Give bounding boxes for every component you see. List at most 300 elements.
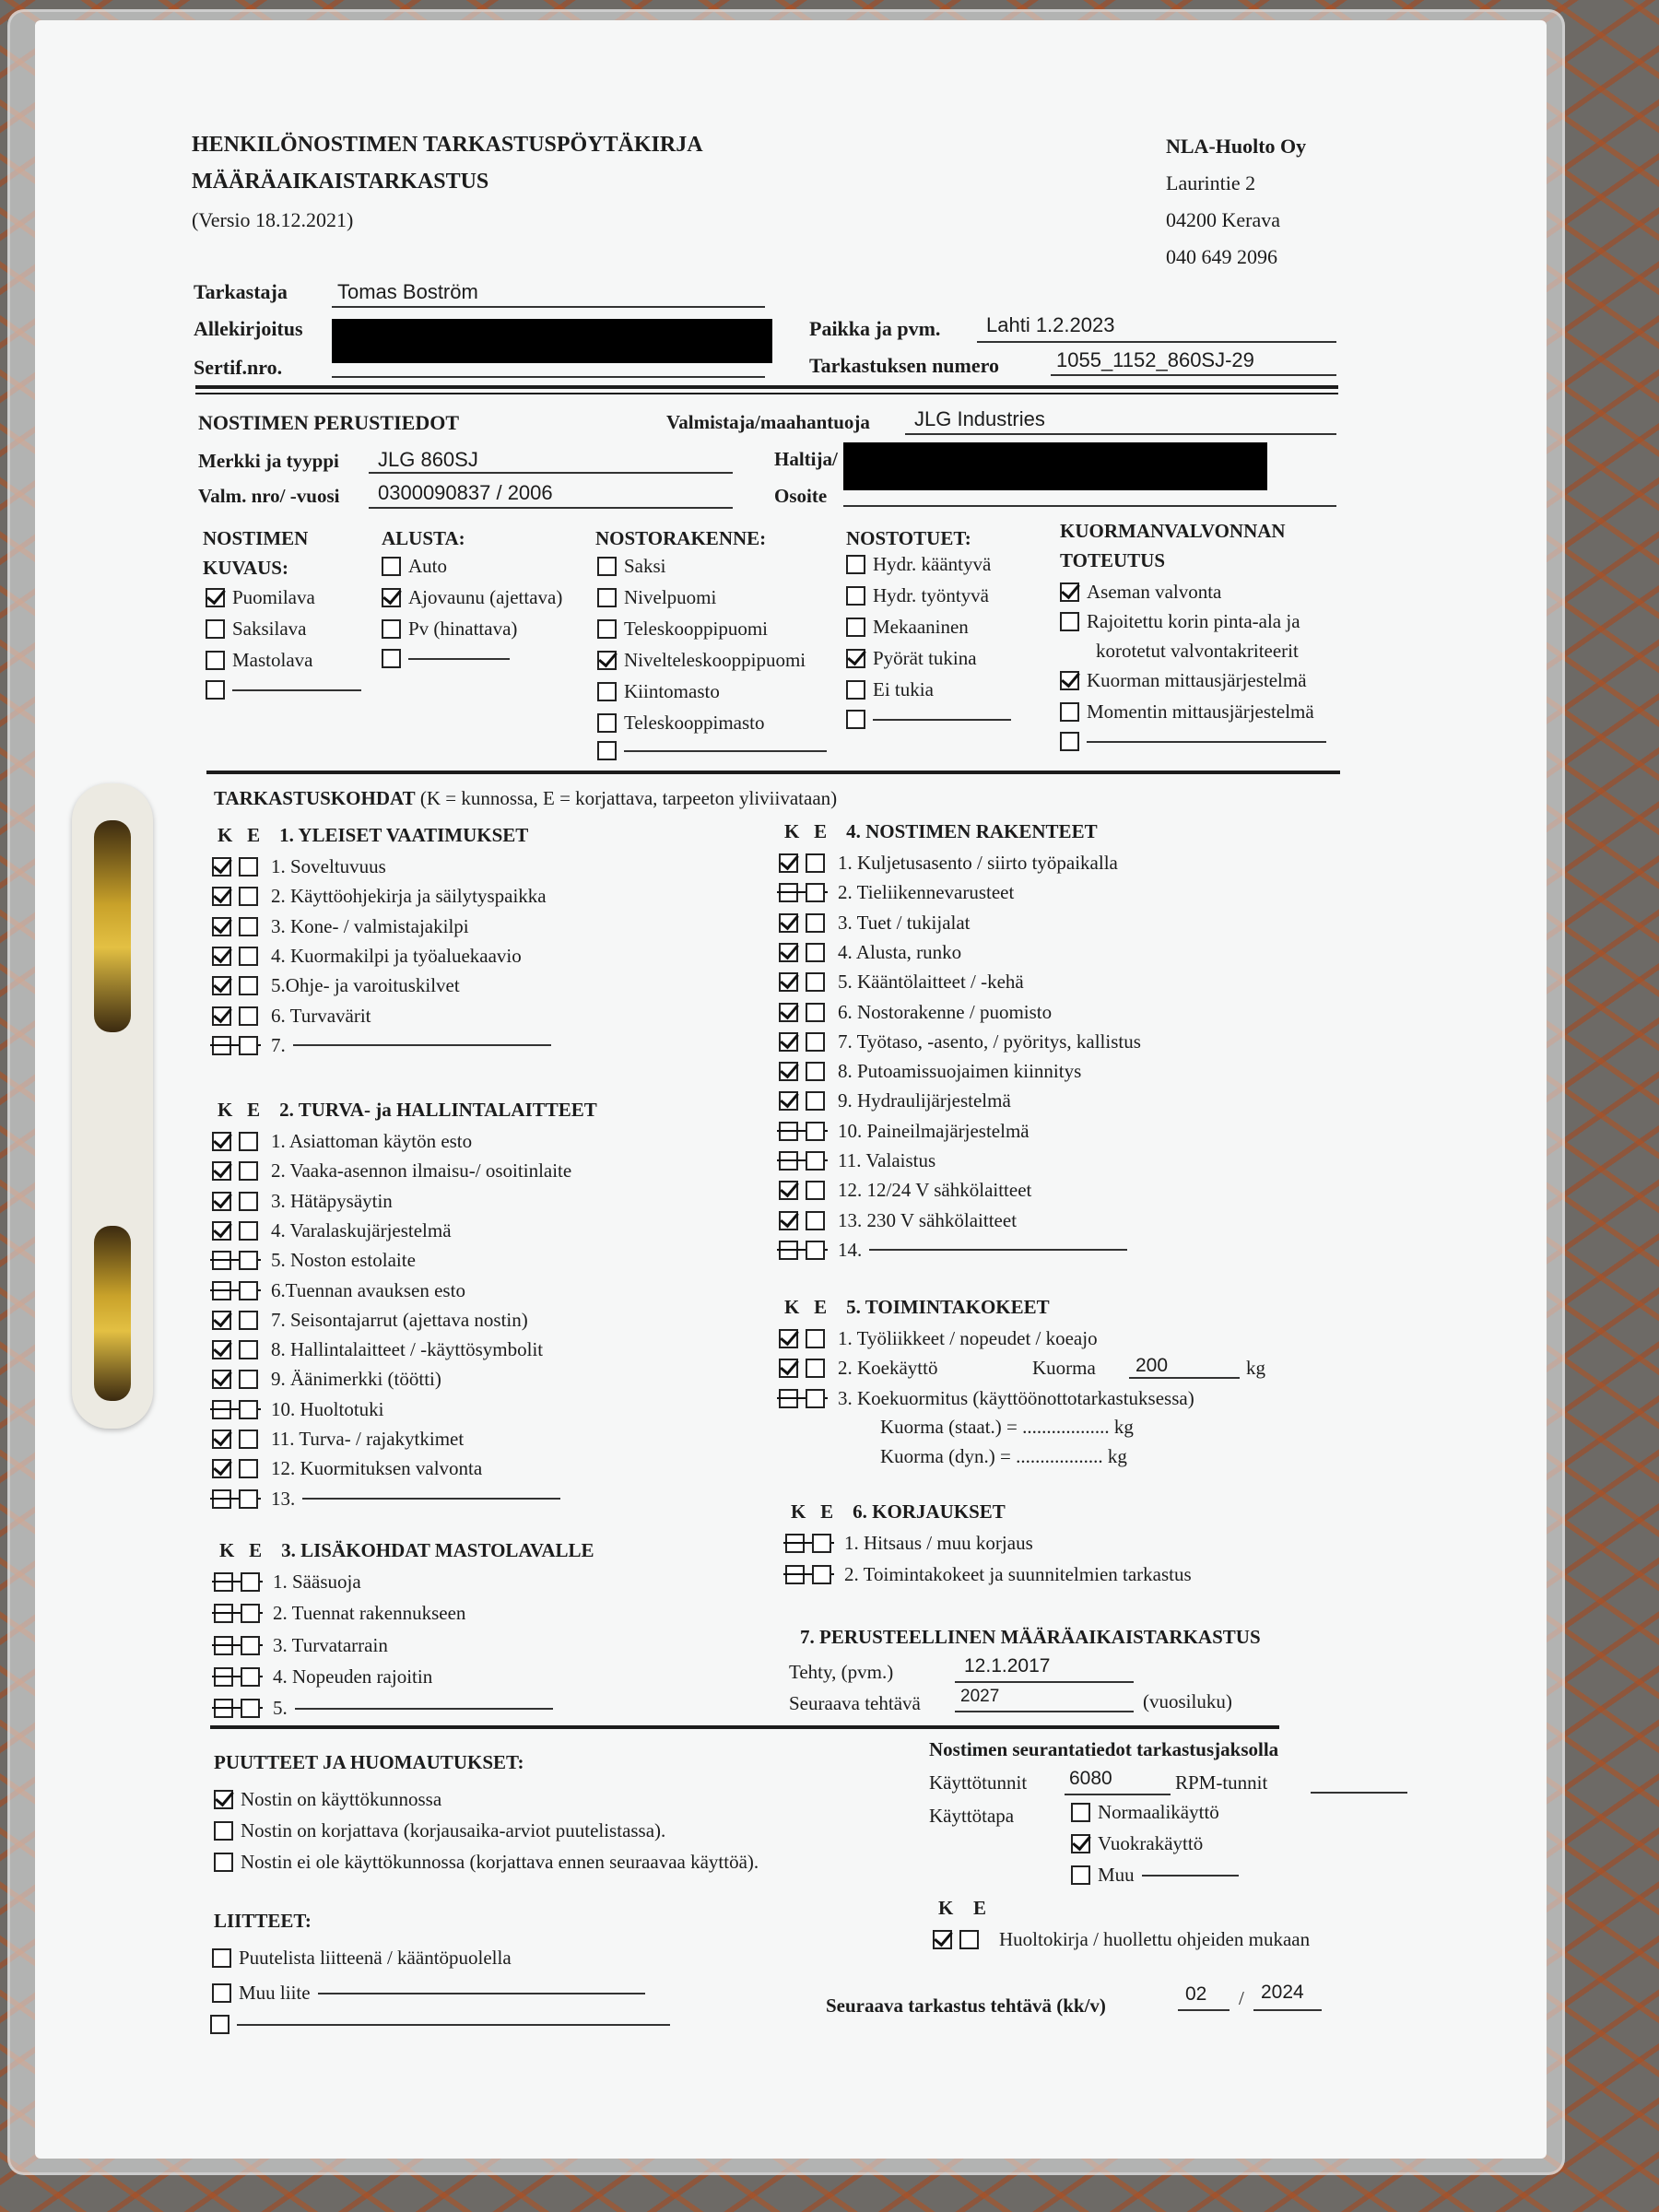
attachment-item[interactable]: [212, 1982, 645, 2005]
checkbox[interactable]: [597, 713, 617, 733]
next-year-line: [1253, 2009, 1322, 2011]
check-item[interactable]: [212, 1219, 452, 1242]
check-item[interactable]: [779, 1120, 1030, 1143]
binder-slot-top: [94, 820, 131, 1032]
checkbox-e[interactable]: [806, 1181, 825, 1200]
checkbox-k[interactable]: [779, 943, 798, 962]
checkbox-e[interactable]: [806, 1241, 825, 1260]
checkbox-k[interactable]: [212, 1489, 231, 1509]
checkbox[interactable]: [214, 1790, 233, 1809]
checkbox-k[interactable]: [779, 1003, 798, 1022]
checkbox-e[interactable]: [239, 1221, 258, 1241]
checkbox-e[interactable]: [239, 887, 258, 906]
blank-line: [408, 658, 510, 660]
kayttotapa-item[interactable]: [1071, 1832, 1203, 1855]
check-item[interactable]: [779, 1149, 935, 1172]
check-item[interactable]: [212, 1249, 416, 1272]
checkbox-k[interactable]: [212, 917, 231, 936]
check-label: 2. Tieliikennevarusteet: [838, 881, 1015, 904]
checkbox-k[interactable]: [212, 947, 231, 966]
check-item[interactable]: [212, 855, 386, 878]
checkbox-e[interactable]: [806, 1122, 825, 1141]
check-label: 9. Hydraulijärjestelmä: [838, 1089, 1011, 1112]
check-label: 8. Hallintalaitteet / -käyttösymbolit: [271, 1338, 544, 1361]
checkbox-e[interactable]: [239, 1251, 258, 1270]
checkbox[interactable]: [206, 680, 225, 700]
valmistaja-value: JLG Industries: [914, 407, 1045, 430]
check-label: 5. Noston estolaite: [271, 1249, 416, 1272]
checkbox-k[interactable]: [779, 1091, 798, 1111]
tuet-item[interactable]: [846, 647, 977, 670]
check-label: 5.Ohje- ja varoituskilvet: [271, 974, 460, 997]
checkbox-k[interactable]: [779, 913, 798, 933]
kayttotapa-option: Muu: [1098, 1864, 1135, 1886]
check-label: 1. Työliikkeet / nopeudet / koeajo: [838, 1327, 1098, 1349]
checkbox-e[interactable]: [812, 1565, 831, 1584]
checkbox-e[interactable]: [812, 1534, 831, 1553]
check-item[interactable]: [212, 1130, 472, 1153]
osoite-label: Osoite: [774, 485, 828, 507]
check-label: 13. 230 V sähkölaitteet: [838, 1208, 1018, 1231]
checkbox-k[interactable]: [779, 1062, 798, 1081]
checkbox-e[interactable]: [806, 1329, 825, 1348]
checkbox[interactable]: [210, 2015, 229, 2034]
blank-line: [1142, 1875, 1239, 1877]
kayttotunnit-label: Käyttötunnit: [929, 1771, 1028, 1794]
checkbox-k[interactable]: [212, 1400, 231, 1419]
checkbox-k[interactable]: [214, 1699, 233, 1718]
rakenne-item[interactable]: [597, 586, 716, 609]
checkbox-k[interactable]: [212, 887, 231, 906]
checkbox-k[interactable]: [779, 1211, 798, 1230]
remark-item[interactable]: [214, 1788, 441, 1811]
checkbox[interactable]: [206, 651, 225, 670]
checkbox[interactable]: [214, 1853, 233, 1872]
check-item[interactable]: [785, 1532, 1033, 1555]
monitor-e-header: E: [973, 1897, 987, 1919]
allekirjoitus-label: Allekirjoitus: [194, 317, 303, 340]
checkbox[interactable]: [1060, 582, 1079, 602]
kuorma-item[interactable]: [1060, 669, 1307, 692]
kuorma-label: Momentin mittausjärjestelmä: [1087, 700, 1314, 723]
redacted-owner: [843, 442, 1267, 490]
rakenne-label: Nivelteleskooppipuomi: [624, 649, 806, 671]
rakenne-label: Kiintomasto: [624, 680, 720, 702]
blank-line: [624, 750, 827, 752]
checkbox-k[interactable]: [785, 1534, 805, 1553]
checkbox-e[interactable]: [806, 1062, 825, 1081]
checkbox[interactable]: [1071, 1865, 1090, 1885]
blank-line: [293, 1044, 551, 1046]
tuet-label: Mekaaninen: [873, 616, 969, 638]
kuorma-label: Rajoitettu korin pinta-ala ja: [1087, 610, 1300, 632]
check-item[interactable]: [212, 1309, 528, 1332]
checkbox-k[interactable]: [779, 1181, 798, 1200]
check-item[interactable]: [779, 1001, 1052, 1024]
checkbox-e[interactable]: [241, 1604, 260, 1623]
remark-label: Nostin on korjattava (korjausaika-arviot puutelistassa).: [241, 1819, 666, 1841]
kayttotapa-item[interactable]: [1071, 1864, 1239, 1887]
check-label: 1. Sääsuoja: [273, 1571, 361, 1593]
kuorma-label: Aseman valvonta: [1087, 581, 1222, 603]
checkbox[interactable]: [382, 649, 401, 668]
check-item[interactable]: [779, 1030, 1141, 1053]
checkbox-e[interactable]: [239, 947, 258, 966]
alusta-item[interactable]: [382, 586, 562, 609]
checkbox-e[interactable]: [806, 1151, 825, 1171]
remark-label: Nostin on käyttökunnossa: [241, 1788, 442, 1810]
remark-item[interactable]: [214, 1819, 665, 1842]
checkbox-e[interactable]: [239, 1370, 258, 1389]
rakenne-item[interactable]: [597, 741, 827, 760]
checkbox[interactable]: [382, 588, 401, 607]
check-item[interactable]: [779, 1209, 1017, 1232]
section-header: K E 2. TURVA- ja HALLINTALAITTEET: [218, 1099, 597, 1121]
checkbox-k[interactable]: [779, 853, 798, 873]
checkbox-k[interactable]: [779, 883, 798, 902]
checkbox[interactable]: [846, 555, 865, 574]
checkbox-e[interactable]: [806, 943, 825, 962]
check-item[interactable]: [212, 1457, 482, 1480]
checkbox-k[interactable]: [779, 1032, 798, 1052]
kuvaus-item[interactable]: [206, 618, 306, 641]
checkbox-e[interactable]: [239, 1430, 258, 1449]
kuorma-title-2: TOTEUTUS: [1060, 549, 1165, 571]
checkbox[interactable]: [206, 619, 225, 639]
checkbox-e[interactable]: [806, 1389, 825, 1408]
checkbox-e[interactable]: [806, 1003, 825, 1022]
checkbox-k[interactable]: [212, 1430, 231, 1449]
checkbox[interactable]: [1060, 702, 1079, 722]
basic-heading: NOSTIMEN PERUSTIEDOT: [198, 411, 460, 434]
tuet-item[interactable]: [846, 710, 1011, 729]
rakenne-item[interactable]: [597, 712, 765, 735]
huoltokirja-label: Huoltokirja / huollettu ohjeiden mukaan: [999, 1928, 1311, 1950]
checkbox-e[interactable]: [239, 1036, 258, 1055]
checkbox-e[interactable]: [959, 1930, 979, 1949]
kuorma-item[interactable]: [1060, 610, 1300, 633]
checkbox-k[interactable]: [212, 1192, 231, 1211]
check-label: 14.: [838, 1238, 863, 1261]
checkbox-e[interactable]: [806, 853, 825, 873]
checkbox-k[interactable]: [212, 1340, 231, 1359]
checkbox[interactable]: [382, 619, 401, 639]
checkbox-k[interactable]: [212, 1370, 231, 1389]
blank-line: [302, 1498, 560, 1500]
remark-label: Nostin ei ole käyttökunnossa (korjattava ennen seuraavaa käyttöä).: [241, 1851, 759, 1873]
checks-heading-row: [214, 787, 837, 810]
checkbox[interactable]: [846, 618, 865, 637]
check-item[interactable]: [212, 885, 547, 908]
check-item[interactable]: [779, 1327, 1098, 1350]
checkbox-e[interactable]: [239, 1161, 258, 1181]
checkbox[interactable]: [597, 741, 617, 760]
checkbox-e[interactable]: [239, 1489, 258, 1509]
checkbox[interactable]: [597, 557, 617, 576]
check-item[interactable]: [212, 1368, 441, 1391]
check-item[interactable]: [214, 1665, 432, 1688]
checkbox-e[interactable]: [806, 1032, 825, 1052]
checkbox-e[interactable]: [806, 972, 825, 992]
vuosiluku: (vuosiluku): [1143, 1690, 1232, 1712]
check-label: 4. Nopeuden rajoitin: [273, 1665, 433, 1688]
checkbox-e[interactable]: [806, 1211, 825, 1230]
kuvaus-label: Saksilava: [232, 618, 307, 640]
check-item[interactable]: [212, 1034, 551, 1057]
checkbox[interactable]: [212, 1983, 231, 2003]
check-item[interactable]: [214, 1602, 465, 1625]
tuet-label: Ei tukia: [873, 678, 934, 700]
checkbox[interactable]: [382, 557, 401, 576]
checkbox-k[interactable]: [212, 1161, 231, 1181]
checkbox-e[interactable]: [806, 1091, 825, 1111]
tehty-value: 12.1.2017: [964, 1655, 1051, 1677]
checkbox-k[interactable]: [214, 1667, 233, 1687]
checkbox-k[interactable]: [212, 1221, 231, 1241]
checkbox[interactable]: [597, 651, 617, 670]
kuvaus-title-1: NOSTIMEN: [203, 527, 309, 549]
alusta-item[interactable]: [382, 649, 510, 668]
merkki-value: JLG 860SJ: [378, 448, 478, 471]
check-item[interactable]: [779, 1179, 1031, 1202]
tehty-label: Tehty, (pvm.): [789, 1661, 894, 1683]
checkbox[interactable]: [1060, 732, 1079, 751]
check-item[interactable]: [212, 1488, 560, 1511]
checkbox[interactable]: [1071, 1803, 1090, 1822]
kayttotunnit-value: 6080: [1069, 1768, 1112, 1789]
check-item[interactable]: [212, 1428, 464, 1451]
checkbox-e[interactable]: [239, 1006, 258, 1026]
checkbox-k[interactable]: [779, 1389, 798, 1408]
kuorma-label: Kuorman mittausjärjestelmä: [1087, 669, 1307, 691]
checkbox[interactable]: [846, 649, 865, 668]
checkbox-k[interactable]: [212, 1251, 231, 1270]
valm-line: [369, 507, 733, 509]
merkki-line: [369, 472, 733, 474]
checkbox-k[interactable]: [214, 1604, 233, 1623]
rakenne-title: NOSTORAKENNE:: [595, 527, 767, 549]
checkbox-e[interactable]: [239, 857, 258, 877]
checkbox-k[interactable]: [212, 1006, 231, 1026]
checkbox-k[interactable]: [779, 1122, 798, 1141]
numero-label: Tarkastuksen numero: [809, 354, 1000, 377]
kuvaus-item[interactable]: [206, 649, 312, 672]
checkbox-k[interactable]: [214, 1572, 233, 1592]
checkbox[interactable]: [597, 588, 617, 607]
checkbox-e[interactable]: [239, 917, 258, 936]
check-item[interactable]: [212, 1005, 371, 1028]
huoltokirja-row[interactable]: [933, 1928, 1310, 1951]
check-item[interactable]: [212, 915, 469, 938]
checkbox-e[interactable]: [806, 913, 825, 933]
kayttotunnit-line: [1065, 1794, 1171, 1795]
check-item[interactable]: [214, 1634, 388, 1657]
checkbox-k[interactable]: [212, 1311, 231, 1330]
checks-legend: (K = kunnossa, E = korjattava, tarpeeton yliviivataan): [419, 787, 838, 809]
checkbox-k[interactable]: [933, 1930, 952, 1949]
checkbox[interactable]: [846, 586, 865, 606]
checkbox-k[interactable]: [779, 1329, 798, 1348]
checkbox-e[interactable]: [806, 883, 825, 902]
attachment-item[interactable]: [212, 1947, 512, 1970]
attachment-label: Puutelista liitteenä / kääntöpuolella: [239, 1947, 512, 1969]
checkbox[interactable]: [597, 682, 617, 701]
check-item[interactable]: [785, 1563, 1192, 1586]
tuet-item[interactable]: [846, 553, 991, 576]
checkbox-k[interactable]: [212, 1281, 231, 1300]
checkbox-k[interactable]: [779, 1241, 798, 1260]
binder-slot-bottom: [94, 1226, 131, 1401]
rakenne-item[interactable]: [597, 680, 720, 703]
checkbox-e[interactable]: [241, 1572, 260, 1592]
seuraava-label: Seuraava tehtävä: [789, 1692, 921, 1714]
tuet-item[interactable]: [846, 616, 969, 639]
kuorma-item[interactable]: [1060, 700, 1314, 724]
checkbox-k[interactable]: [779, 1359, 798, 1378]
section-header: K E 4. NOSTIMEN RAKENTEET: [784, 820, 1098, 842]
check-item[interactable]: [212, 1190, 393, 1213]
kuorma-item[interactable]: [1060, 581, 1221, 604]
checkbox-e[interactable]: [239, 976, 258, 995]
check-item[interactable]: [212, 1279, 465, 1302]
check-item[interactable]: [779, 1387, 1194, 1410]
attachment-label: Muu liite: [239, 1982, 311, 2004]
haltija-label: Haltija/: [774, 448, 838, 470]
check-item[interactable]: [779, 852, 1118, 875]
alusta-label: Auto: [408, 555, 447, 577]
merkki-label: Merkki ja tyyppi: [198, 450, 339, 472]
check-item[interactable]: [779, 1089, 1011, 1112]
check-item[interactable]: [779, 1357, 937, 1380]
check-label: 3. Koekuormitus (käyttöönottotarkastuksessa): [838, 1386, 1194, 1409]
rakenne-item[interactable]: [597, 649, 806, 672]
kayttotapa-option: Normaalikäyttö: [1098, 1801, 1219, 1823]
checkbox-k[interactable]: [785, 1565, 805, 1584]
checkbox-e[interactable]: [239, 1400, 258, 1419]
tehty-line: [955, 1681, 1134, 1683]
check-item[interactable]: [214, 1571, 361, 1594]
checkbox-e[interactable]: [241, 1636, 260, 1655]
check-item[interactable]: [214, 1697, 553, 1720]
checkbox[interactable]: [1060, 671, 1079, 690]
kayttotapa-item[interactable]: [1071, 1801, 1219, 1824]
blank-line: [869, 1249, 1127, 1251]
alusta-item[interactable]: [382, 555, 447, 578]
section-header: K E 6. KORJAUKSET: [791, 1500, 1006, 1523]
attachments-title: LIITTEET:: [214, 1910, 312, 1932]
monitor-k-header: K: [938, 1897, 954, 1919]
kuvaus-item[interactable]: [206, 680, 361, 700]
checkbox-e[interactable]: [806, 1359, 825, 1378]
check-label: 8. Putoamissuojaimen kiinnitys: [838, 1060, 1082, 1083]
company-street: Laurintie 2: [1166, 171, 1256, 194]
check-item[interactable]: [212, 945, 522, 968]
section-header: K E 1. YLEISET VAATIMUKSET: [218, 824, 529, 846]
alusta-title: ALUSTA:: [382, 527, 465, 549]
checkbox-k[interactable]: [214, 1636, 233, 1655]
check-label: 6. Turvavärit: [271, 1004, 371, 1027]
kuorma-kg: kg: [1246, 1357, 1265, 1379]
checkbox-e[interactable]: [241, 1667, 260, 1687]
tarkastaja-line: [332, 306, 765, 308]
remark-item[interactable]: [214, 1851, 759, 1874]
check-item[interactable]: [779, 941, 961, 964]
check-label: 1. Kuljetusasento / siirto työpaikalla: [838, 852, 1118, 874]
checkbox[interactable]: [214, 1821, 233, 1841]
checkbox-k[interactable]: [212, 976, 231, 995]
checkbox-e[interactable]: [239, 1311, 258, 1330]
check-label: 4. Varalaskujärjestelmä: [271, 1218, 452, 1241]
kuorma-item[interactable]: [1060, 732, 1326, 751]
check-item[interactable]: [779, 1239, 1127, 1262]
alusta-label: Ajovaunu (ajettava): [408, 586, 563, 608]
check-label: 1. Hitsaus / muu korjaus: [844, 1532, 1033, 1554]
check-item[interactable]: [212, 1159, 571, 1182]
checkbox-e[interactable]: [239, 1340, 258, 1359]
checkbox-e[interactable]: [241, 1699, 260, 1718]
next-inspection-label: Seuraava tarkastus tehtävä (kk/v): [826, 1994, 1106, 2017]
attachment-item[interactable]: [210, 2015, 670, 2034]
check-item[interactable]: [779, 971, 1024, 994]
kuorma-dyn: Kuorma (dyn.) = .................. kg: [880, 1445, 1127, 1467]
rakenne-label: Teleskooppimasto: [624, 712, 765, 734]
checkbox[interactable]: [846, 680, 865, 700]
check-item[interactable]: [212, 1398, 384, 1421]
alusta-item[interactable]: [382, 618, 517, 641]
checkbox-e[interactable]: [239, 1459, 258, 1478]
check-label: 11. Valaistus: [838, 1149, 936, 1171]
checkbox[interactable]: [206, 588, 225, 607]
check-label: 4. Kuormakilpi ja työaluekaavio: [271, 944, 522, 967]
kuorma-staat: Kuorma (staat.) = .................. kg: [880, 1416, 1134, 1438]
checkbox-e[interactable]: [239, 1192, 258, 1211]
blank-line: [295, 1708, 553, 1710]
checkbox[interactable]: [212, 1948, 231, 1968]
check-item[interactable]: [212, 1338, 543, 1361]
checkbox-k[interactable]: [212, 857, 231, 877]
tuet-item[interactable]: [846, 678, 934, 701]
check-item[interactable]: [779, 912, 971, 935]
checkbox-k[interactable]: [779, 1151, 798, 1171]
checkbox-e[interactable]: [239, 1132, 258, 1151]
checkbox-e[interactable]: [239, 1281, 258, 1300]
rakenne-item[interactable]: [597, 618, 768, 641]
kuorma-field-label: Kuorma: [1032, 1357, 1096, 1379]
check-label: 3. Turvatarrain: [273, 1633, 388, 1656]
checkbox-k[interactable]: [212, 1132, 231, 1151]
check-item[interactable]: [212, 974, 460, 997]
rakenne-label: Saksi: [624, 555, 666, 577]
valm-label: Valm. nro/ -vuosi: [198, 485, 340, 507]
checkbox-k[interactable]: [779, 972, 798, 992]
kuorma-label-continued: korotetut valvontakriteerit: [1096, 640, 1299, 662]
check-label: 2. Tuennat rakennukseen: [273, 1602, 466, 1625]
check-label: 2. Koekäyttö: [838, 1357, 938, 1380]
checkbox[interactable]: [1071, 1834, 1090, 1853]
rakenne-item[interactable]: [597, 555, 666, 578]
checkbox[interactable]: [1060, 612, 1079, 631]
checkbox[interactable]: [846, 710, 865, 729]
tuet-item[interactable]: [846, 584, 989, 607]
checkbox[interactable]: [597, 619, 617, 639]
kayttotapa-option: Vuokrakäyttö: [1098, 1832, 1204, 1854]
blank-line: [873, 719, 1011, 721]
checkbox-k[interactable]: [212, 1036, 231, 1055]
check-item[interactable]: [779, 1060, 1081, 1083]
checkbox-k[interactable]: [212, 1459, 231, 1478]
kuvaus-item[interactable]: [206, 586, 315, 609]
check-item[interactable]: [779, 881, 1014, 904]
